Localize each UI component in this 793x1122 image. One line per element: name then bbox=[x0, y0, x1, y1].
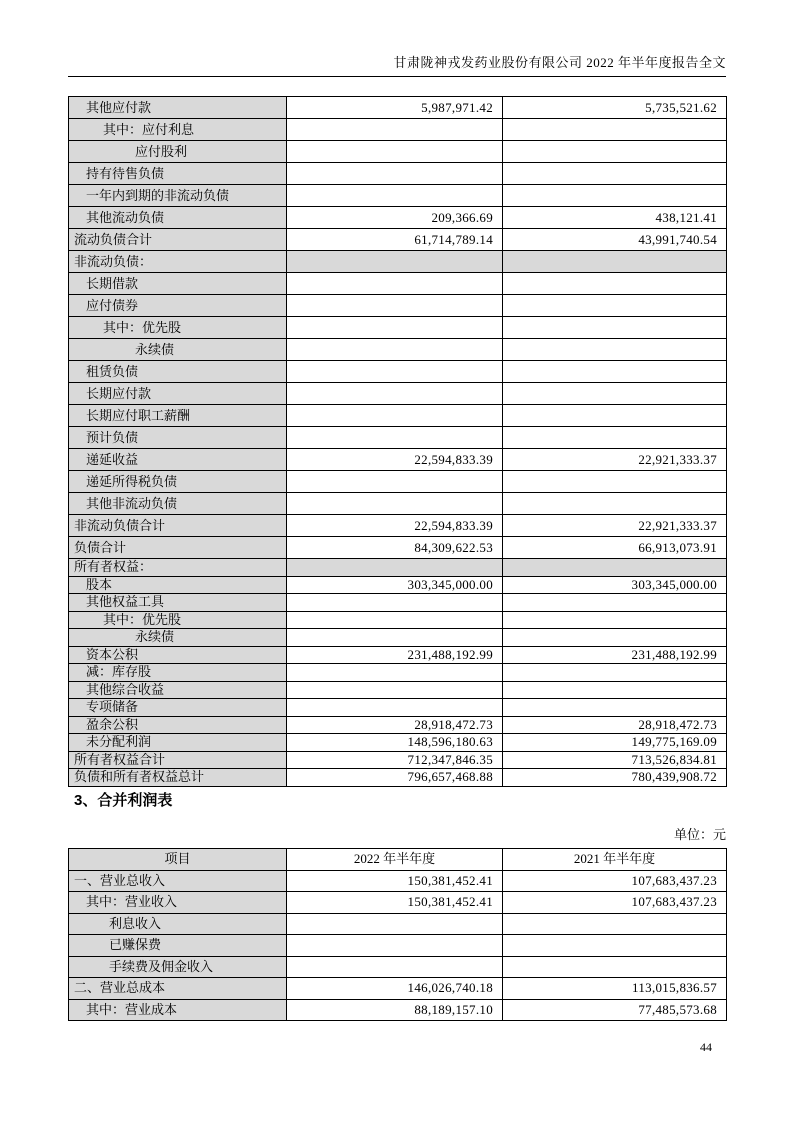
row-value-cell: 231,488,192.99 bbox=[287, 646, 503, 664]
row-value-cell: 5,987,971.42 bbox=[287, 97, 503, 119]
row-value-cell: 438,121.41 bbox=[503, 207, 727, 229]
row-value-cell: 77,485,573.68 bbox=[503, 999, 727, 1021]
table-row bbox=[69, 913, 727, 935]
row-value-cell bbox=[287, 629, 503, 647]
row-label-cell: 负债和所有者权益总计 bbox=[69, 769, 287, 787]
row-value-cell: 303,345,000.00 bbox=[287, 576, 503, 594]
row-value-cell bbox=[503, 339, 727, 361]
table-row bbox=[69, 892, 727, 914]
income-statement-table bbox=[68, 848, 727, 1021]
row-value-cell: 712,347,846.35 bbox=[287, 751, 503, 769]
table-row bbox=[69, 734, 727, 752]
row-label-cell: 其他流动负债 bbox=[69, 207, 287, 229]
row-label-cell: 所有者权益： bbox=[69, 559, 287, 577]
table-row bbox=[69, 119, 727, 141]
row-label-cell: 二、营业总成本 bbox=[69, 978, 287, 1000]
row-value-cell bbox=[503, 273, 727, 295]
row-label-cell: 其中：营业成本 bbox=[69, 999, 287, 1021]
row-value-cell bbox=[287, 699, 503, 717]
row-value-cell: 107,683,437.23 bbox=[503, 892, 727, 914]
row-value-cell: 43,991,740.54 bbox=[503, 229, 727, 251]
row-label-cell: 其中：营业收入 bbox=[69, 892, 287, 914]
table-row bbox=[69, 664, 727, 682]
row-value-cell bbox=[503, 559, 727, 577]
table-row bbox=[69, 273, 727, 295]
row-label-cell: 永续债 bbox=[69, 629, 287, 647]
row-value-cell: 28,918,472.73 bbox=[287, 716, 503, 734]
row-value-cell bbox=[287, 471, 503, 493]
row-value-cell bbox=[287, 339, 503, 361]
row-label-cell: 未分配利润 bbox=[69, 734, 287, 752]
row-label-cell: 减：库存股 bbox=[69, 664, 287, 682]
document-header-title: 甘肃陇神戎发药业股份有限公司 2022 年半年度报告全文 bbox=[393, 55, 726, 70]
table-row bbox=[69, 427, 727, 449]
row-value-cell: 713,526,834.81 bbox=[503, 751, 727, 769]
column-header-cell: 2021 年半年度 bbox=[503, 849, 727, 871]
row-value-cell bbox=[287, 119, 503, 141]
table-row bbox=[69, 699, 727, 717]
row-value-cell bbox=[287, 163, 503, 185]
table-row bbox=[69, 751, 727, 769]
table-row bbox=[69, 537, 727, 559]
row-label-cell: 其中：优先股 bbox=[69, 611, 287, 629]
row-label-cell: 永续债 bbox=[69, 339, 287, 361]
table-row bbox=[69, 449, 727, 471]
row-value-cell bbox=[287, 681, 503, 699]
row-label-cell: 长期借款 bbox=[69, 273, 287, 295]
table-row bbox=[69, 405, 727, 427]
row-label-cell: 应付股利 bbox=[69, 141, 287, 163]
row-value-cell: 780,439,908.72 bbox=[503, 769, 727, 787]
table-row bbox=[69, 493, 727, 515]
row-value-cell bbox=[503, 405, 727, 427]
table-row bbox=[69, 999, 727, 1021]
row-label-cell: 非流动负债合计 bbox=[69, 515, 287, 537]
row-value-cell bbox=[503, 141, 727, 163]
row-value-cell: 28,918,472.73 bbox=[503, 716, 727, 734]
row-label-cell: 资本公积 bbox=[69, 646, 287, 664]
row-value-cell: 88,189,157.10 bbox=[287, 999, 503, 1021]
table-row bbox=[69, 956, 727, 978]
row-value-cell: 22,921,333.37 bbox=[503, 515, 727, 537]
balance-sheet-body bbox=[69, 97, 727, 787]
row-label-cell: 其他应付款 bbox=[69, 97, 287, 119]
row-value-cell bbox=[287, 405, 503, 427]
row-value-cell bbox=[287, 611, 503, 629]
row-label-cell: 长期应付款 bbox=[69, 383, 287, 405]
row-value-cell bbox=[287, 559, 503, 577]
table-row bbox=[69, 471, 727, 493]
row-value-cell bbox=[503, 699, 727, 717]
row-value-cell bbox=[503, 493, 727, 515]
row-label-cell: 一年内到期的非流动负债 bbox=[69, 185, 287, 207]
row-value-cell: 303,345,000.00 bbox=[503, 576, 727, 594]
row-value-cell: 61,714,789.14 bbox=[287, 229, 503, 251]
table-row bbox=[69, 978, 727, 1000]
row-value-cell: 5,735,521.62 bbox=[503, 97, 727, 119]
row-value-cell bbox=[287, 185, 503, 207]
row-value-cell: 149,775,169.09 bbox=[503, 734, 727, 752]
row-label-cell: 递延收益 bbox=[69, 449, 287, 471]
row-value-cell bbox=[287, 427, 503, 449]
table-header-row bbox=[69, 849, 727, 871]
row-value-cell bbox=[503, 361, 727, 383]
row-value-cell bbox=[287, 913, 503, 935]
row-value-cell: 22,594,833.39 bbox=[287, 515, 503, 537]
row-value-cell: 107,683,437.23 bbox=[503, 870, 727, 892]
row-label-cell: 其他非流动负债 bbox=[69, 493, 287, 515]
row-label-cell: 长期应付职工薪酬 bbox=[69, 405, 287, 427]
row-value-cell bbox=[287, 317, 503, 339]
row-value-cell: 22,921,333.37 bbox=[503, 449, 727, 471]
row-value-cell: 148,596,180.63 bbox=[287, 734, 503, 752]
table-row bbox=[69, 295, 727, 317]
row-label-cell: 非流动负债： bbox=[69, 251, 287, 273]
table-row bbox=[69, 870, 727, 892]
row-value-cell: 146,026,740.18 bbox=[287, 978, 503, 1000]
row-label-cell: 应付债券 bbox=[69, 295, 287, 317]
table-row bbox=[69, 629, 727, 647]
row-value-cell: 150,381,452.41 bbox=[287, 870, 503, 892]
row-label-cell: 其中：应付利息 bbox=[69, 119, 287, 141]
table-row bbox=[69, 681, 727, 699]
row-value-cell: 113,015,836.57 bbox=[503, 978, 727, 1000]
row-label-cell: 手续费及佣金收入 bbox=[69, 956, 287, 978]
row-value-cell: 66,913,073.91 bbox=[503, 537, 727, 559]
row-value-cell bbox=[287, 493, 503, 515]
row-value-cell bbox=[287, 361, 503, 383]
row-label-cell: 负债合计 bbox=[69, 537, 287, 559]
column-header-cell: 项目 bbox=[69, 849, 287, 871]
row-value-cell: 84,309,622.53 bbox=[287, 537, 503, 559]
table-row bbox=[69, 207, 727, 229]
row-value-cell bbox=[503, 251, 727, 273]
row-label-cell: 递延所得税负债 bbox=[69, 471, 287, 493]
table-row bbox=[69, 339, 727, 361]
row-label-cell: 所有者权益合计 bbox=[69, 751, 287, 769]
row-label-cell: 专项储备 bbox=[69, 699, 287, 717]
row-value-cell bbox=[287, 935, 503, 957]
row-value-cell bbox=[503, 611, 727, 629]
page-number: 44 bbox=[700, 1040, 712, 1054]
table-row bbox=[69, 251, 727, 273]
row-label-cell: 盈余公积 bbox=[69, 716, 287, 734]
row-value-cell bbox=[503, 935, 727, 957]
row-value-cell bbox=[287, 273, 503, 295]
row-value-cell bbox=[503, 471, 727, 493]
row-value-cell bbox=[287, 956, 503, 978]
row-value-cell: 209,366.69 bbox=[287, 207, 503, 229]
table-row bbox=[69, 646, 727, 664]
row-value-cell bbox=[503, 427, 727, 449]
row-value-cell bbox=[287, 594, 503, 612]
table-row bbox=[69, 594, 727, 612]
row-value-cell bbox=[503, 317, 727, 339]
row-value-cell bbox=[503, 185, 727, 207]
row-value-cell: 796,657,468.88 bbox=[287, 769, 503, 787]
row-value-cell bbox=[503, 664, 727, 682]
table-row bbox=[69, 229, 727, 251]
row-label-cell: 股本 bbox=[69, 576, 287, 594]
row-value-cell bbox=[503, 119, 727, 141]
table-row bbox=[69, 163, 727, 185]
row-value-cell bbox=[287, 141, 503, 163]
row-value-cell bbox=[503, 163, 727, 185]
unit-label: 单位：元 bbox=[673, 827, 726, 842]
table-row bbox=[69, 611, 727, 629]
row-value-cell bbox=[503, 629, 727, 647]
row-label-cell: 已赚保费 bbox=[69, 935, 287, 957]
row-value-cell bbox=[503, 295, 727, 317]
row-value-cell bbox=[287, 664, 503, 682]
row-label-cell: 租赁负债 bbox=[69, 361, 287, 383]
row-label-cell: 其中：优先股 bbox=[69, 317, 287, 339]
row-value-cell: 150,381,452.41 bbox=[287, 892, 503, 914]
table-row bbox=[69, 935, 727, 957]
table-row bbox=[69, 361, 727, 383]
table-row bbox=[69, 716, 727, 734]
row-label-cell: 一、营业总收入 bbox=[69, 870, 287, 892]
table-row bbox=[69, 769, 727, 787]
row-value-cell bbox=[287, 295, 503, 317]
row-value-cell bbox=[503, 913, 727, 935]
row-value-cell bbox=[503, 383, 727, 405]
column-header-cell: 2022 年半年度 bbox=[287, 849, 503, 871]
row-value-cell bbox=[287, 383, 503, 405]
table-row bbox=[69, 141, 727, 163]
row-label-cell: 其他权益工具 bbox=[69, 594, 287, 612]
row-value-cell bbox=[503, 681, 727, 699]
row-value-cell bbox=[503, 956, 727, 978]
header-divider bbox=[68, 76, 726, 77]
table-row bbox=[69, 185, 727, 207]
row-label-cell: 预计负债 bbox=[69, 427, 287, 449]
table-row bbox=[69, 576, 727, 594]
income-statement-body bbox=[69, 870, 727, 1021]
table-row bbox=[69, 317, 727, 339]
row-value-cell bbox=[287, 251, 503, 273]
table-row bbox=[69, 559, 727, 577]
table-row bbox=[69, 383, 727, 405]
table-row bbox=[69, 97, 727, 119]
row-value-cell: 22,594,833.39 bbox=[287, 449, 503, 471]
row-value-cell: 231,488,192.99 bbox=[503, 646, 727, 664]
table-row bbox=[69, 515, 727, 537]
row-label-cell: 利息收入 bbox=[69, 913, 287, 935]
row-label-cell: 持有待售负债 bbox=[69, 163, 287, 185]
row-value-cell bbox=[503, 594, 727, 612]
row-label-cell: 流动负债合计 bbox=[69, 229, 287, 251]
section-heading-income-statement: 3、合并利润表 bbox=[74, 792, 173, 809]
row-label-cell: 其他综合收益 bbox=[69, 681, 287, 699]
balance-sheet-table bbox=[68, 96, 727, 787]
